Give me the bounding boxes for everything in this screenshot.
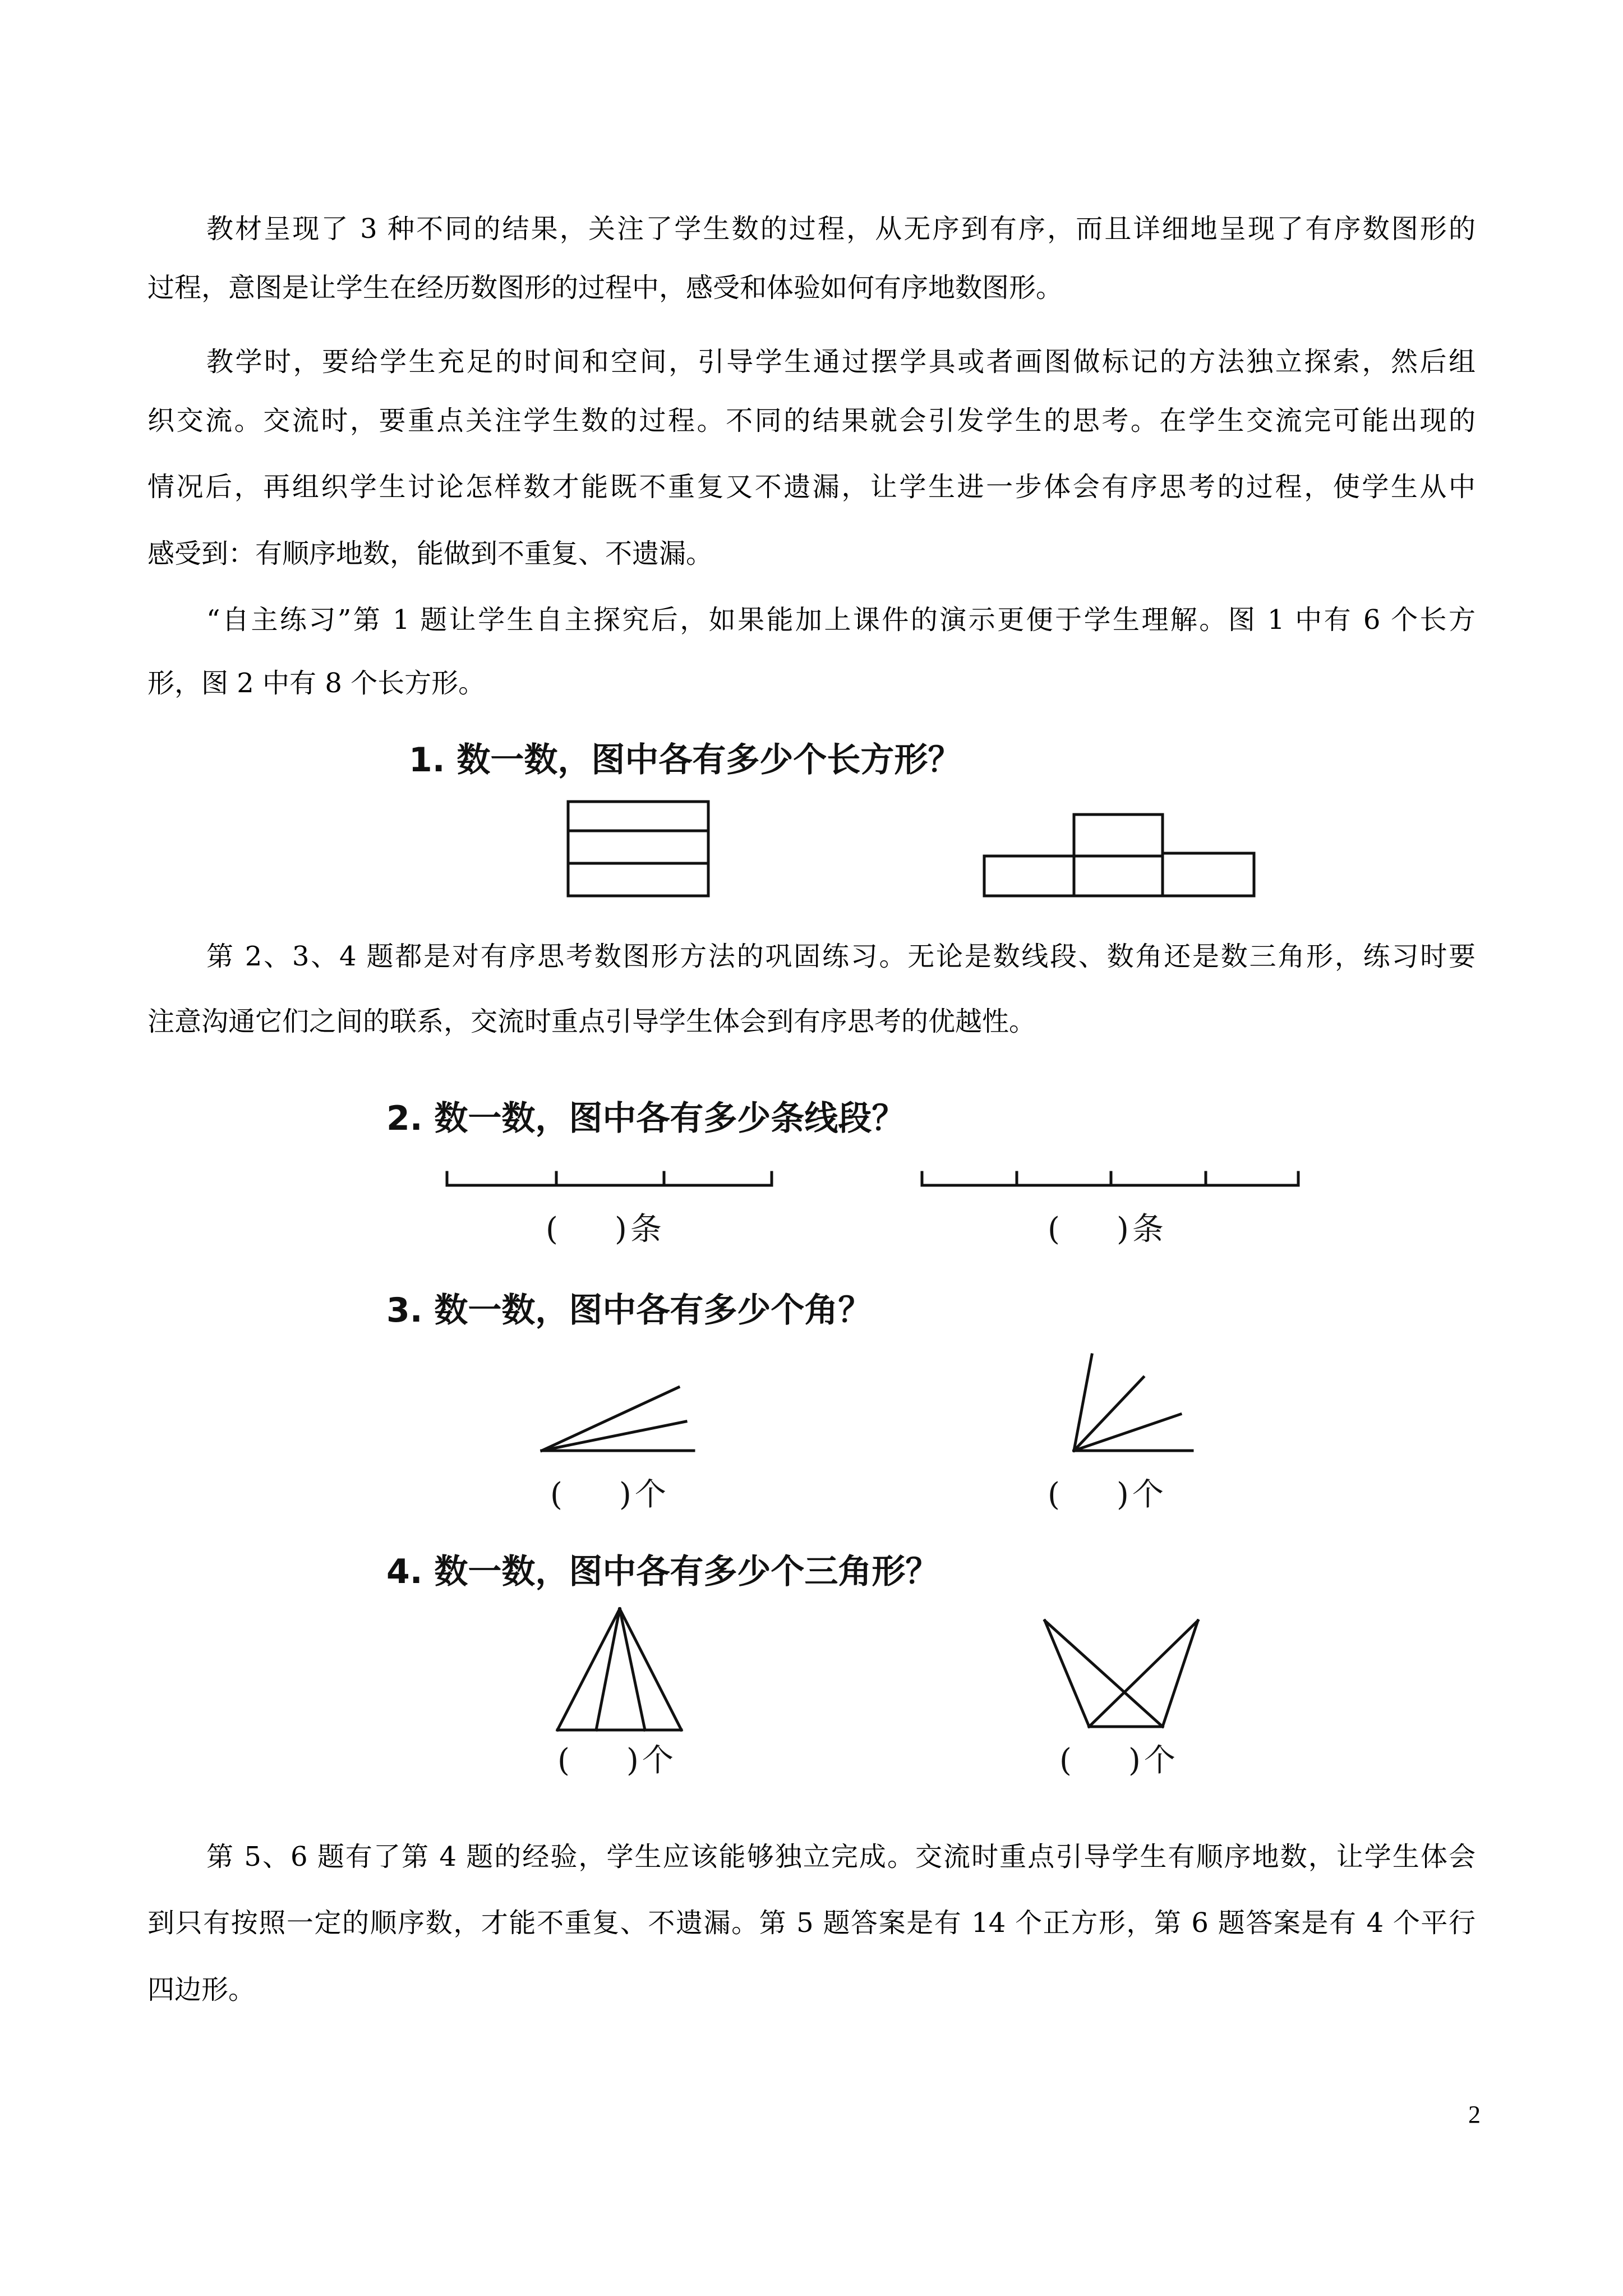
rectangle bbox=[1074, 815, 1163, 856]
figure-1-step-rectangles bbox=[984, 815, 1254, 896]
triangle-edge bbox=[620, 1609, 681, 1730]
exercise-2-answer-left: ( )条 bbox=[546, 1211, 665, 1248]
figure-3-angle-left bbox=[542, 1387, 694, 1451]
rectangle bbox=[568, 802, 708, 896]
ray bbox=[1074, 1355, 1092, 1451]
triangle-edge bbox=[1045, 1621, 1163, 1727]
triangle-edge bbox=[1163, 1621, 1198, 1727]
paragraph-4-line-1: 第 2、3、4 题都是对有序思考数图形方法的巩固练习。无论是数线段、数角还是数三角形，练习时要 bbox=[206, 941, 1476, 972]
figure-3-angle-right bbox=[1074, 1355, 1192, 1451]
triangle-edge bbox=[1089, 1621, 1198, 1727]
paragraph-5-line-3: 四边形。 bbox=[147, 1974, 256, 2005]
exercise-3-title: 3. 数一数，图中各有多少个角？ bbox=[386, 1291, 872, 1330]
paragraph-1-line-1: 教材呈现了 3 种不同的结果，关注了学生数的过程，从无序到有序，而且详细地呈现了有序数图形的 bbox=[206, 213, 1476, 245]
triangle-edge bbox=[620, 1609, 645, 1730]
triangle-edge bbox=[596, 1609, 620, 1730]
paragraph-1-line-2: 过程，意图是让学生在经历数图形的过程中，感受和体验如何有序地数图形。 bbox=[147, 272, 1063, 303]
paragraph-2-line-3: 情况后，再组织学生讨论怎样数才能既不重复又不遗漏，让学生进一步体会有序思考的过程，使学生从中 bbox=[147, 471, 1476, 503]
exercise-4-title: 4. 数一数，图中各有多少个三角形？ bbox=[386, 1552, 939, 1591]
exercise-2-answer-right: ( )条 bbox=[1048, 1211, 1167, 1248]
paragraph-2-line-2: 织交流。交流时，要重点关注学生数的过程。不同的结果就会引发学生的思考。在学生交流完可能出现的 bbox=[147, 405, 1476, 436]
paragraph-5-line-1: 第 5、6 题有了第 4 题的经验，学生应该能够独立完成。交流时重点引导学生有顺序地数，让学生体会 bbox=[206, 1841, 1476, 1872]
ray bbox=[542, 1421, 686, 1451]
figure-4-triangle-fan bbox=[557, 1609, 681, 1730]
paragraph-2-line-4: 感受到：有顺序地数，能做到不重复、不遗漏。 bbox=[147, 538, 713, 569]
exercise-4-answer-left: ( )个 bbox=[557, 1742, 677, 1779]
exercise-3-answer-right: ( )个 bbox=[1048, 1476, 1167, 1513]
figure-4-crossed-triangles bbox=[1045, 1621, 1198, 1727]
page-number: 2 bbox=[1468, 2101, 1481, 2128]
paragraph-5-line-2: 到只有按照一定的顺序数，才能不重复、不遗漏。第 5 题答案是有 14 个正方形，第 6 题答案是有 4 个平行 bbox=[147, 1907, 1476, 1939]
exercise-4-answer-right: ( )个 bbox=[1059, 1742, 1179, 1779]
exercise-2-title: 2. 数一数，图中各有多少条线段？ bbox=[386, 1099, 906, 1138]
figure-2-segment-left bbox=[447, 1172, 772, 1185]
triangle-edge bbox=[1045, 1621, 1089, 1727]
rectangle bbox=[1074, 856, 1163, 896]
triangle-edge bbox=[557, 1609, 620, 1730]
figure-2-segment-right bbox=[922, 1172, 1298, 1185]
rectangle bbox=[984, 856, 1074, 896]
paragraph-3-line-2: 形，图 2 中有 8 个长方形。 bbox=[147, 668, 486, 699]
ray bbox=[1074, 1377, 1144, 1451]
exercise-1-title: 1. 数一数，图中各有多少个长方形？ bbox=[409, 740, 962, 780]
paragraph-3-line-1: “自主练习”第 1 题让学生自主探究后，如果能加上课件的演示更便于学生理解。图 1 中有 6 个长方 bbox=[206, 604, 1476, 636]
figure-1-stacked-rectangles bbox=[568, 802, 708, 896]
paragraph-4-line-2: 注意沟通它们之间的联系，交流时重点引导学生体会到有序思考的优越性。 bbox=[147, 1006, 1036, 1037]
ray bbox=[1074, 1414, 1181, 1451]
paragraph-2-line-1: 教学时，要给学生充足的时间和空间，引导学生通过摆学具或者画图做标记的方法独立探索，然后组 bbox=[206, 346, 1476, 378]
rectangle bbox=[1163, 853, 1254, 896]
ray bbox=[542, 1387, 679, 1451]
exercise-3-answer-left: ( )个 bbox=[550, 1476, 670, 1513]
